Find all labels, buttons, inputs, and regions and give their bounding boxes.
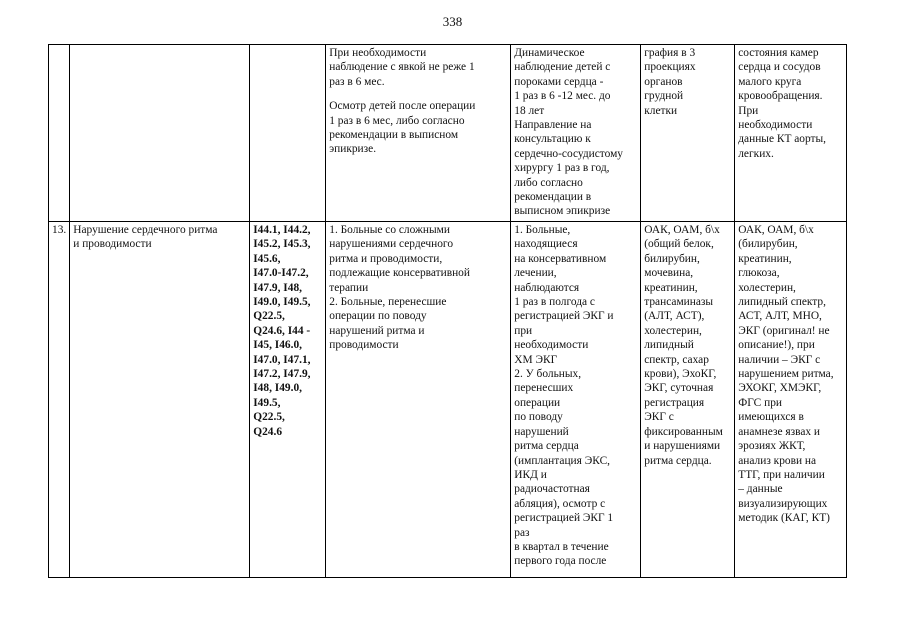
- table-row: [49, 222, 847, 578]
- examinations-cell: ОАК, ОАМ, б\х (общий белок, билирубин, мочевина, креатинин, трансаминазы (АЛТ, АСТ), холестерин, липидный спектр, сахар крови), ЭхоКГ, ЭКГ, суточная регистрация ЭКГ с фиксированным и нарушениями ритма сердца.: [641, 222, 735, 578]
- diagnosis-cell: Нарушение сердечного ритма и проводимости: [70, 222, 250, 578]
- referral-requirements-cell: ОАК, ОАМ, б\х (билирубин, креатинин, глюкоза, холестерин, липидный спектр, АСТ, АЛТ, МНО, ЭКГ (оригинал! не описание!), при наличии – ЭКГ с нарушением ритма, ЭХОКГ, ХМЭКГ, ФГС при имеющихся в анамнезе язвах и эрозиях ЖКТ, анализ крови на ТТГ, при наличии – данные визуализирующих методик (КАГ, КТ): [735, 222, 847, 578]
- examinations-cell: графия в 3 проекциях органов грудной клетки: [641, 45, 735, 222]
- row-number-cell: 13.: [49, 222, 70, 578]
- diagnosis-cell: [70, 45, 250, 222]
- clinical-table: [48, 44, 847, 578]
- icd-codes-cell: [250, 45, 326, 222]
- patient-groups-cell: [326, 222, 511, 578]
- paragraph: 1. Больные со сложными нарушениями сердечного ритма и проводимости, подлежащие консервативной терапии 2. Больные, перенесшие операции по поводу нарушений ритма и проводимости: [329, 224, 470, 352]
- paragraph: Осмотр детей после операции 1 раз в 6 мес, либо согласно рекомендации в выписном эпикризе.: [329, 100, 476, 156]
- patient-groups-cell: [326, 45, 511, 222]
- observation-frequency-cell: 1. Больные, находящиеся на консервативном лечении, наблюдаются 1 раз в полгода с регистрацией ЭКГ и при необходимости ХМ ЭКГ 2. У больных, перенесших операции по поводу нарушений ритма сердца (имплантация ЭКС, ИКД и радиочастотная абляция), осмотр с регистрацией ЭКГ 1 раз в квартал в течение первого года после: [511, 222, 641, 578]
- table-row: [49, 45, 847, 222]
- paragraph: При необходимости наблюдение с явкой не реже 1 раз в 6 мес.: [329, 47, 475, 88]
- row-number-cell: [49, 45, 70, 222]
- icd-codes-cell: I44.1, I44.2, I45.2, I45.3, I45.6, I47.0-I47.2, I47.9, I48, I49.0, I49.5, Q22.5, Q24.6, I44 - I45, I46.0, I47.0, I47.1, I47.2, I47.9, I48, I49.0, I49.5, Q22.5, Q24.6: [250, 222, 326, 578]
- referral-requirements-cell: состояния камер сердца и сосудов малого круга кровообращения. При необходимости данные КТ аорты, легких.: [735, 45, 847, 222]
- observation-frequency-cell: Динамическое наблюдение детей с пороками сердца - 1 раз в 6 -12 мес. до 18 лет Направление на консультацию к сердечно-сосудистому хирургу 1 раз в год, либо согласно рекомендации в выписном эпикризе: [511, 45, 641, 222]
- page-number: 338: [442, 14, 463, 29]
